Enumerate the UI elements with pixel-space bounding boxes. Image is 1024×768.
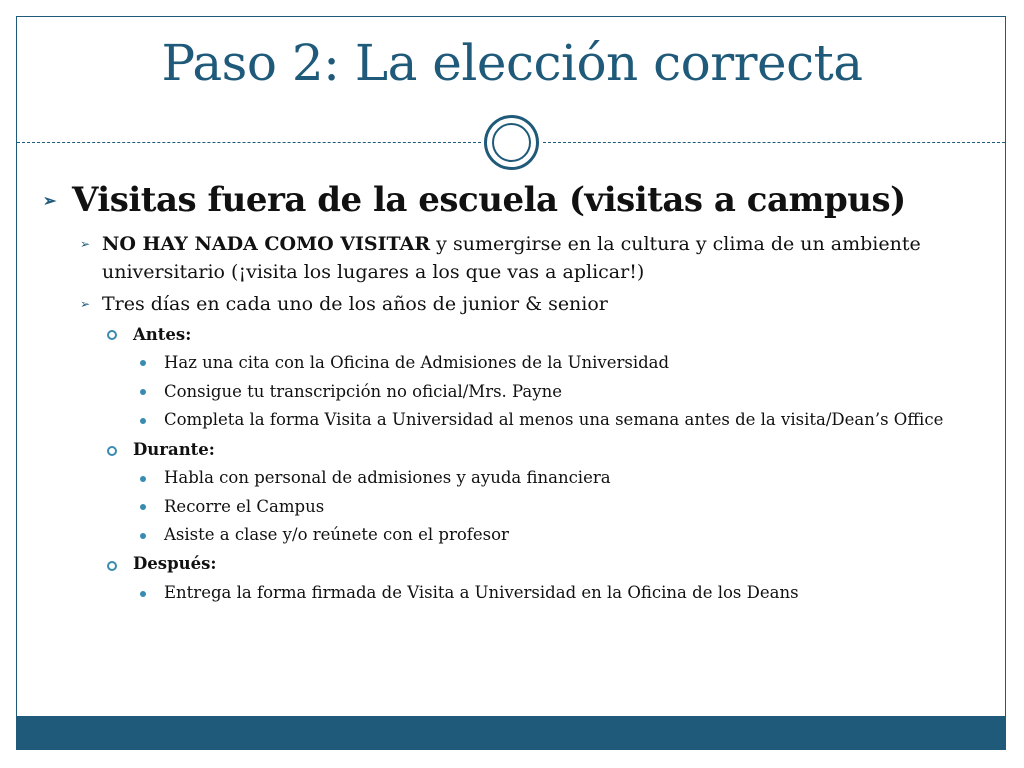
slide-title: Paso 2: La elección correcta (161, 34, 863, 92)
list-item: Completa la forma Visita a Universidad al menos una semana antes de la visita/Dean’s Office (164, 410, 944, 429)
section-label-despues: Después: (133, 554, 217, 573)
point-visit-emphasis: NO HAY NADA COMO VISITAR (102, 233, 431, 255)
footer-bar (17, 716, 1005, 750)
point-visit-text-2: universitario (¡visita los lugares a los que vas a aplicar!) (102, 261, 645, 283)
circle-bullet-icon (107, 561, 117, 571)
list-item: Recorre el Campus (164, 497, 325, 516)
section-label-antes: Antes: (133, 325, 192, 344)
list-item: Consigue tu transcripción no oficial/Mrs. Payne (164, 382, 562, 401)
dot-bullet-icon (140, 504, 146, 510)
point-visit (102, 230, 992, 286)
dot-bullet-icon (140, 533, 146, 539)
circle-bullet-icon (107, 446, 117, 456)
section-label-durante: Durante: (133, 440, 215, 459)
list-item: Habla con personal de admisiones y ayuda financiera (164, 468, 611, 487)
arrow-bullet-icon: ➢ (43, 191, 57, 210)
list-item: Entrega la forma firmada de Visita a Universidad en la Oficina de los Deans (164, 583, 799, 602)
dot-bullet-icon (140, 389, 146, 395)
arrow-bullet-icon: ➢ (80, 297, 91, 311)
dot-bullet-icon (140, 360, 146, 366)
dot-bullet-icon (140, 476, 146, 482)
list-item: Haz una cita con la Oficina de Admisiones de la Universidad (164, 353, 670, 372)
dot-bullet-icon (140, 418, 146, 424)
main-heading: Visitas fuera de la escuela (visitas a campus) (72, 180, 906, 220)
circle-bullet-icon (107, 330, 117, 340)
point-visit-text: y sumergirse en la cultura y clima de un ambiente (430, 233, 921, 255)
arrow-bullet-icon: ➢ (80, 237, 91, 251)
dot-bullet-icon (140, 591, 146, 597)
point-days: Tres días en cada uno de los años de junior & senior (102, 293, 608, 315)
list-item: Asiste a clase y/o reúnete con el profesor (164, 525, 509, 544)
